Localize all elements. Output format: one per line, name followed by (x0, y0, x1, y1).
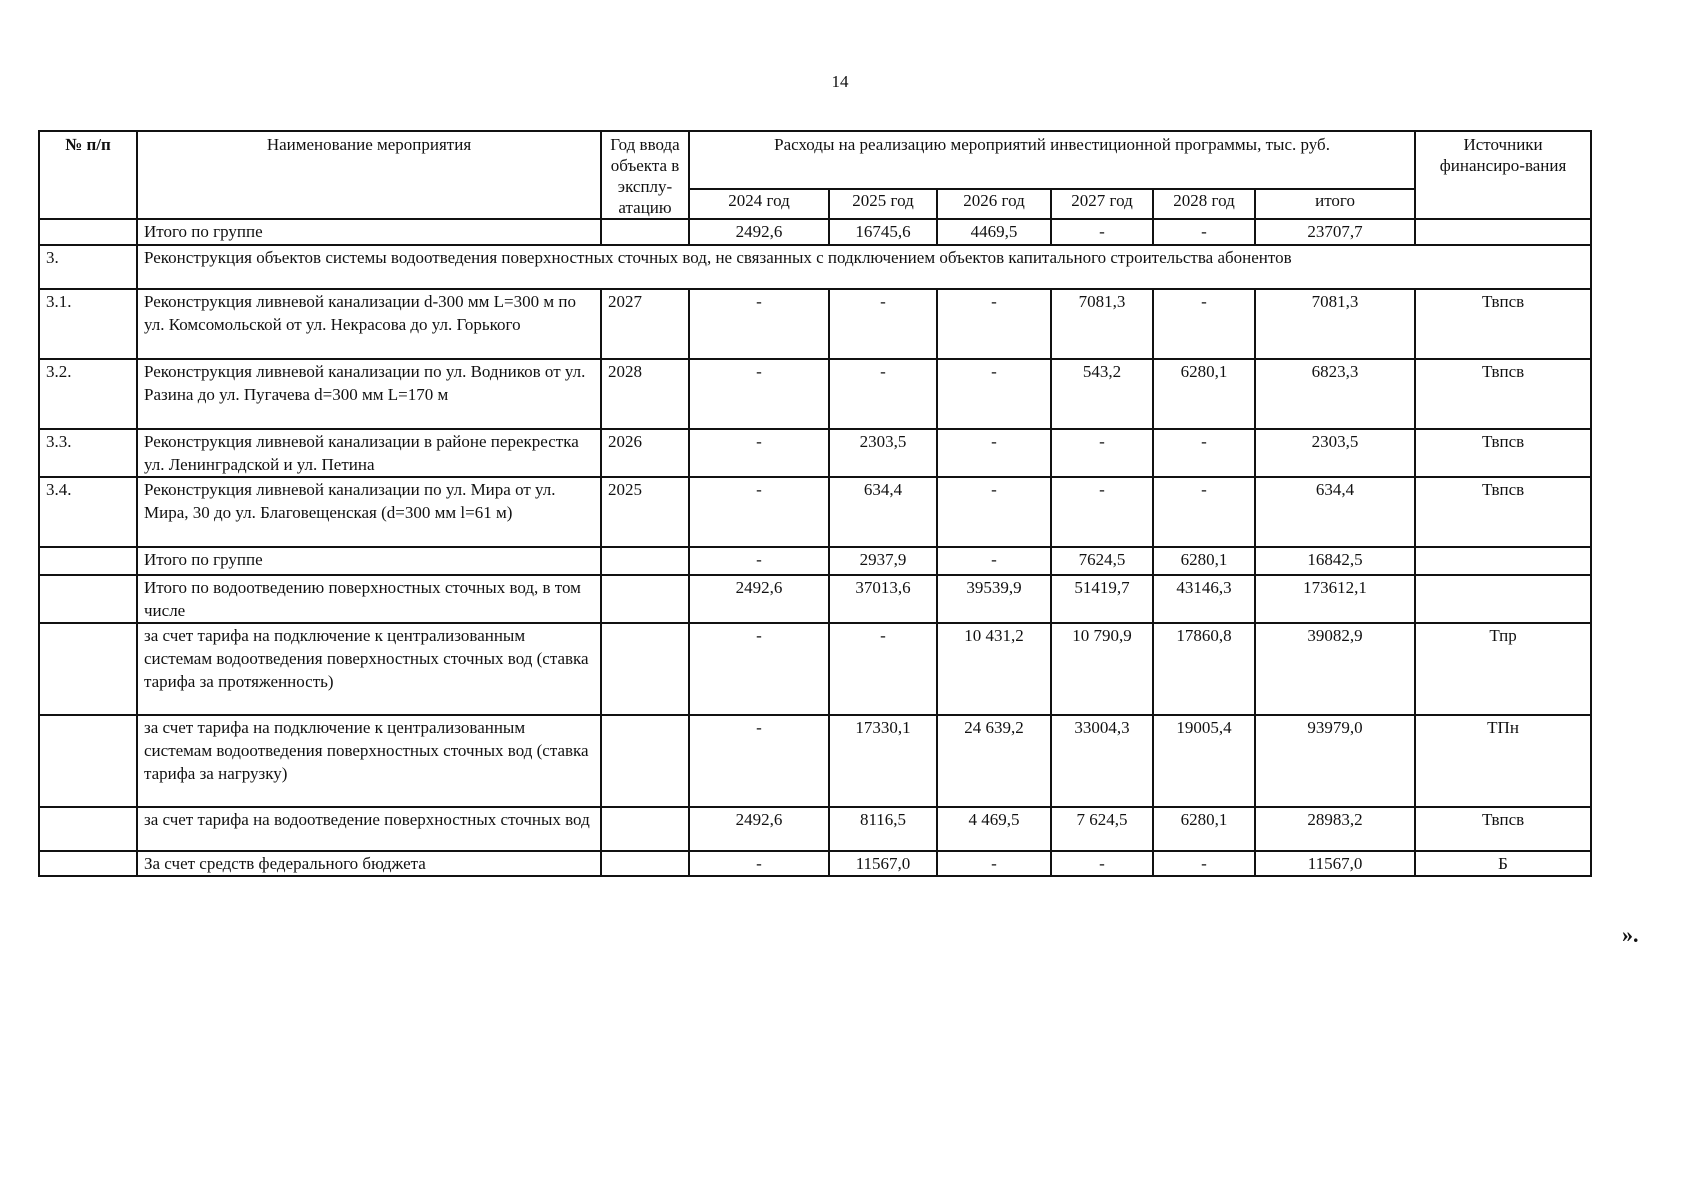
header-row-1 (39, 131, 1591, 189)
row-source: ТПн (1415, 715, 1591, 807)
row-name: Итого по группе (137, 547, 601, 575)
row-source: Тпр (1415, 623, 1591, 715)
row-number: 3.2. (39, 359, 137, 429)
table-row (39, 477, 1591, 547)
header-year-2024: 2024 год (689, 189, 829, 219)
row-value-2026: 39539,9 (937, 575, 1051, 623)
header-year-2026: 2026 год (937, 189, 1051, 219)
header-year-2025: 2025 год (829, 189, 937, 219)
table-row (39, 851, 1591, 876)
row-total: 6823,3 (1255, 359, 1415, 429)
row-year (601, 575, 689, 623)
header-num: № п/п (39, 131, 137, 219)
row-number: 3.4. (39, 477, 137, 547)
row-value-2024: - (689, 429, 829, 477)
header-year-2028: 2028 год (1153, 189, 1255, 219)
table-row (39, 429, 1591, 477)
row-number (39, 219, 137, 245)
row-value-2025: - (829, 289, 937, 359)
row-year (601, 715, 689, 807)
row-number (39, 623, 137, 715)
row-total: 7081,3 (1255, 289, 1415, 359)
row-name: Итого по водоотведению поверхностных сточных вод, в том числе (137, 575, 601, 623)
row-year: 2026 (601, 429, 689, 477)
row-value-2028: 17860,8 (1153, 623, 1255, 715)
row-value-2026: - (937, 359, 1051, 429)
row-value-2028: 6280,1 (1153, 359, 1255, 429)
header-sources: Источники финансиро-вания (1415, 131, 1591, 219)
row-total: 16842,5 (1255, 547, 1415, 575)
row-value-2024: - (689, 715, 829, 807)
row-value-2026: 4 469,5 (937, 807, 1051, 851)
row-value-2025: - (829, 359, 937, 429)
row-total: 634,4 (1255, 477, 1415, 547)
header-year-input: Год ввода объекта в эксплу-атацию (601, 131, 689, 219)
row-year (601, 623, 689, 715)
row-value-2026: 10 431,2 (937, 623, 1051, 715)
row-source: Твпсв (1415, 359, 1591, 429)
row-value-2027: 7081,3 (1051, 289, 1153, 359)
section-title: Реконструкция объектов системы водоотведения поверхностных сточных вод, не связанных с подключением объектов капитального строительства абонентов (137, 245, 1591, 289)
table-row (39, 575, 1591, 623)
row-total: 173612,1 (1255, 575, 1415, 623)
row-value-2024: - (689, 623, 829, 715)
row-total: 39082,9 (1255, 623, 1415, 715)
row-number (39, 575, 137, 623)
row-value-2026: - (937, 429, 1051, 477)
row-number (39, 547, 137, 575)
row-value-2025: 2303,5 (829, 429, 937, 477)
row-source (1415, 575, 1591, 623)
row-number (39, 851, 137, 876)
row-value-2024: 2492,6 (689, 219, 829, 245)
row-name: Реконструкция ливневой канализации по ул. Мира от ул. Мира, 30 до ул. Благовещенская (d=300 мм l=61 м) (137, 477, 601, 547)
header-expenses: Расходы на реализацию мероприятий инвестиционной программы, тыс. руб. (689, 131, 1415, 189)
row-value-2025: 8116,5 (829, 807, 937, 851)
row-name: Итого по группе (137, 219, 601, 245)
row-value-2025: 16745,6 (829, 219, 937, 245)
closing-quote-mark: ». (1622, 922, 1639, 947)
table-row (39, 623, 1591, 715)
row-total: 28983,2 (1255, 807, 1415, 851)
row-value-2026: - (937, 477, 1051, 547)
row-value-2025: 11567,0 (829, 851, 937, 876)
table-row (39, 547, 1591, 575)
row-value-2027: 51419,7 (1051, 575, 1153, 623)
row-value-2028: - (1153, 429, 1255, 477)
table-row (39, 359, 1591, 429)
row-value-2028: - (1153, 477, 1255, 547)
header-name: Наименование мероприятия (137, 131, 601, 219)
row-year (601, 807, 689, 851)
row-value-2024: - (689, 289, 829, 359)
row-year: 2025 (601, 477, 689, 547)
row-year (601, 547, 689, 575)
row-source: Твпсв (1415, 289, 1591, 359)
row-value-2024: 2492,6 (689, 575, 829, 623)
row-year (601, 219, 689, 245)
row-number: 3.1. (39, 289, 137, 359)
row-source: Б (1415, 851, 1591, 876)
row-number: 3.3. (39, 429, 137, 477)
row-number (39, 715, 137, 807)
table-body (39, 219, 1591, 876)
investment-program-table (38, 130, 1592, 877)
row-value-2027: - (1051, 851, 1153, 876)
row-number (39, 807, 137, 851)
row-value-2026: - (937, 851, 1051, 876)
row-value-2028: - (1153, 219, 1255, 245)
row-value-2028: - (1153, 851, 1255, 876)
row-name: за счет тарифа на водоотведение поверхностных сточных вод (137, 807, 601, 851)
row-name: Реконструкция ливневой канализации в районе перекрестка ул. Ленинградской и ул. Петина (137, 429, 601, 477)
row-value-2028: 6280,1 (1153, 547, 1255, 575)
row-source (1415, 219, 1591, 245)
row-value-2024: 2492,6 (689, 807, 829, 851)
row-value-2025: 17330,1 (829, 715, 937, 807)
row-value-2028: 6280,1 (1153, 807, 1255, 851)
row-value-2024: - (689, 547, 829, 575)
row-number: 3. (39, 245, 137, 289)
table-row (39, 715, 1591, 807)
table-row (39, 807, 1591, 851)
section-row (39, 245, 1591, 289)
page-number: 14 (831, 72, 849, 91)
row-value-2026: - (937, 547, 1051, 575)
header-total: итого (1255, 189, 1415, 219)
row-source: Твпсв (1415, 477, 1591, 547)
row-total: 2303,5 (1255, 429, 1415, 477)
row-total: 23707,7 (1255, 219, 1415, 245)
row-value-2028: - (1153, 289, 1255, 359)
row-value-2026: - (937, 289, 1051, 359)
row-value-2026: 24 639,2 (937, 715, 1051, 807)
row-value-2027: 7 624,5 (1051, 807, 1153, 851)
row-value-2027: 7624,5 (1051, 547, 1153, 575)
row-value-2025: - (829, 623, 937, 715)
row-name: за счет тарифа на подключение к централизованным системам водоотведения поверхностных сточных вод (ставка тарифа за протяженность) (137, 623, 601, 715)
header-year-2027: 2027 год (1051, 189, 1153, 219)
row-year: 2028 (601, 359, 689, 429)
row-value-2025: 37013,6 (829, 575, 937, 623)
row-source (1415, 547, 1591, 575)
row-name: Реконструкция ливневой канализации по ул. Водников от ул. Разина до ул. Пугачева d=300 мм L=170 м (137, 359, 601, 429)
row-year (601, 851, 689, 876)
row-value-2027: - (1051, 219, 1153, 245)
row-value-2027: 33004,3 (1051, 715, 1153, 807)
table-row (39, 219, 1591, 245)
row-year: 2027 (601, 289, 689, 359)
row-value-2024: - (689, 477, 829, 547)
row-value-2026: 4469,5 (937, 219, 1051, 245)
row-value-2028: 19005,4 (1153, 715, 1255, 807)
row-value-2024: - (689, 851, 829, 876)
row-name: За счет средств федерального бюджета (137, 851, 601, 876)
row-value-2027: - (1051, 429, 1153, 477)
row-value-2027: - (1051, 477, 1153, 547)
row-value-2027: 10 790,9 (1051, 623, 1153, 715)
row-source: Твпсв (1415, 807, 1591, 851)
row-source: Твпсв (1415, 429, 1591, 477)
row-total: 93979,0 (1255, 715, 1415, 807)
row-value-2024: - (689, 359, 829, 429)
row-value-2025: 634,4 (829, 477, 937, 547)
row-value-2028: 43146,3 (1153, 575, 1255, 623)
row-value-2027: 543,2 (1051, 359, 1153, 429)
row-name: за счет тарифа на подключение к централизованным системам водоотведения поверхностных сточных вод (ставка тарифа за нагрузку) (137, 715, 601, 807)
row-value-2025: 2937,9 (829, 547, 937, 575)
row-name: Реконструкция ливневой канализации d-300 мм L=300 м по ул. Комсомольской от ул. Некрасова до ул. Горького (137, 289, 601, 359)
table-row (39, 289, 1591, 359)
row-total: 11567,0 (1255, 851, 1415, 876)
